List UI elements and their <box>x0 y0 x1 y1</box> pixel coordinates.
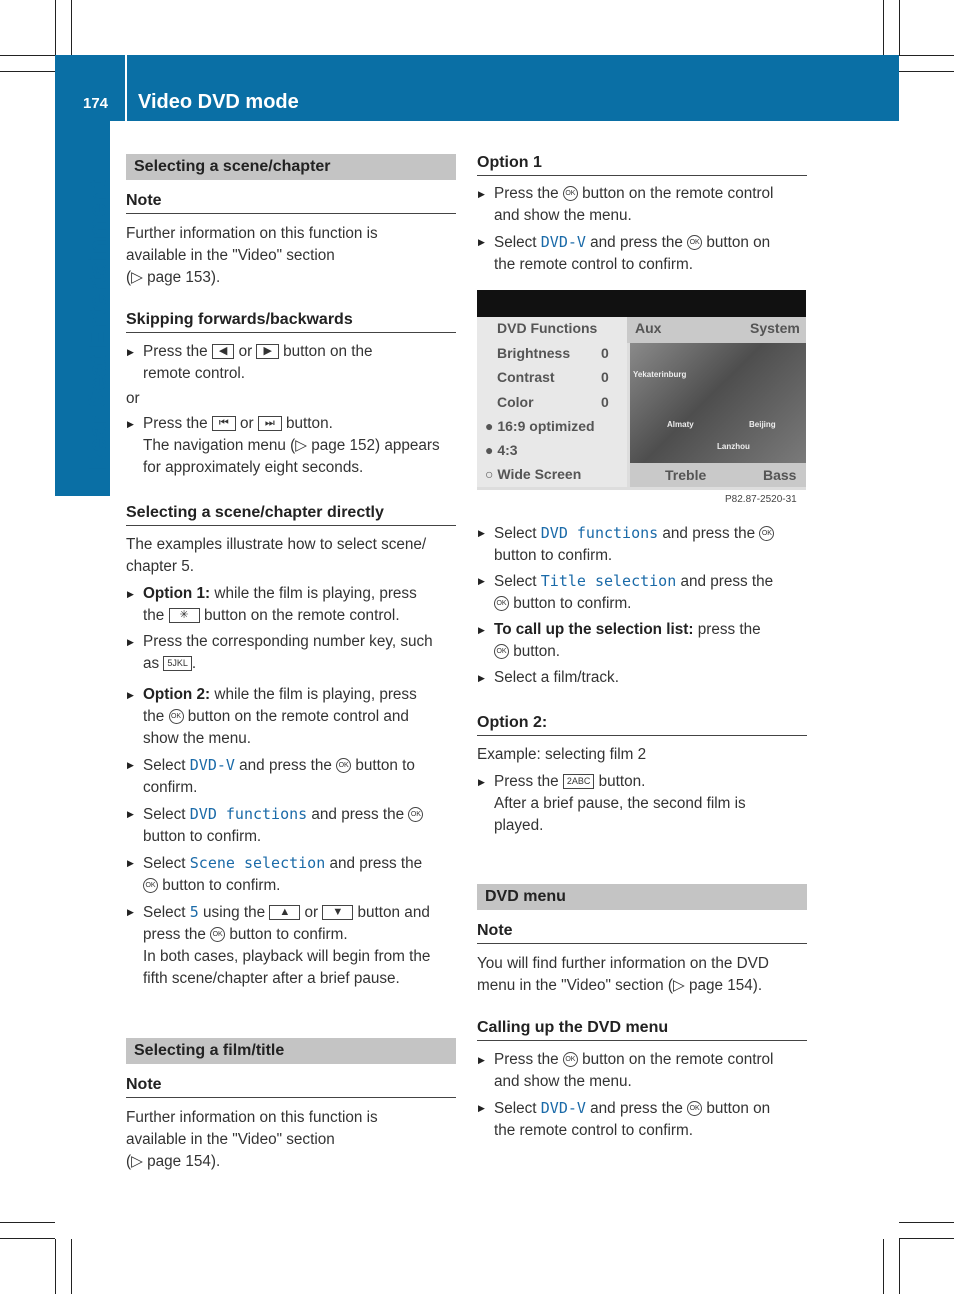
page-title: Video DVD mode <box>138 91 299 113</box>
list-item: ▶ Press the corresponding number key, such as 5JKL . <box>126 631 456 675</box>
subheading: Option 2: <box>477 714 807 736</box>
subheading: Note <box>126 1076 456 1098</box>
crop-mark <box>55 1239 56 1294</box>
crop-mark <box>899 1222 954 1223</box>
left-column <box>126 154 456 990</box>
screen-contrast-value: 0 <box>601 369 609 385</box>
list-item: ▶ Press the 2ABC button. After a brief pause, the second film is played. <box>477 771 807 837</box>
crop-mark <box>71 0 72 55</box>
crop-mark <box>899 1238 954 1239</box>
subheading: Calling up the DVD menu <box>477 1019 807 1041</box>
screen-map-label: Beijing <box>749 420 776 429</box>
screen-top-bar <box>477 290 806 317</box>
subheading: Selecting a scene/chapter directly <box>126 504 456 526</box>
body-text: available in the "Video" section <box>126 1131 335 1148</box>
screen-treble: Treble <box>665 467 707 483</box>
star-key-icon: ✳ <box>169 608 200 623</box>
ok-icon: OK <box>687 235 702 250</box>
body-text: Further information on this function is <box>126 225 378 242</box>
ok-icon: OK <box>408 807 423 822</box>
list-item: ▶ Press the ◀ or ▶ button on the remote control. <box>126 341 456 385</box>
ok-icon: OK <box>494 596 509 611</box>
screen-map-label: Lanzhou <box>717 442 750 451</box>
list-item: ▶ Select 5 using the ▲ or ▼ button and press the OK button to confirm. In both cases, playback will begin from the fifth scene/chapter after a brief pause. <box>126 901 456 990</box>
list-item: ▶ To call up the selection list: press the OK button. <box>477 619 807 663</box>
dvd-functions-screenshot <box>477 290 806 490</box>
screen-option-4-3: ● 4:3 <box>485 442 518 458</box>
body-text: (▷ page 153). <box>126 269 221 286</box>
list-item: ▶ Option 1: while the film is playing, press the ✳ button on the remote control. <box>126 583 456 627</box>
section-heading: Selecting a scene/chapter <box>126 154 456 180</box>
skip-back-key-icon: ⏮ <box>212 416 236 431</box>
screen-bass: Bass <box>763 467 797 483</box>
crop-mark <box>883 0 884 55</box>
right-column-mid <box>477 522 807 837</box>
forward-key-icon: ▶ <box>256 344 278 359</box>
ok-icon: OK <box>494 644 509 659</box>
body-text: chapter 5. <box>126 558 195 575</box>
figure-caption: P82.87-2520-31 <box>725 494 797 505</box>
ok-icon: OK <box>169 709 184 724</box>
down-key-icon: ▼ <box>322 905 353 920</box>
screen-map-label: Yekaterinburg <box>633 370 687 379</box>
screen-tab-aux: Aux <box>635 320 662 336</box>
screen-option-16-9: ● 16:9 optimized <box>485 418 595 434</box>
crop-mark <box>899 55 954 56</box>
header-divider <box>125 55 127 121</box>
crop-mark <box>0 1238 55 1239</box>
ok-icon: OK <box>143 878 158 893</box>
screen-option-wide: ○ Wide Screen <box>485 466 582 482</box>
ok-icon: OK <box>687 1101 702 1116</box>
crop-mark <box>883 1239 884 1294</box>
screen-color-value: 0 <box>601 394 609 410</box>
list-item: ▶ Select Scene selection and press the OK button to confirm. <box>126 852 456 897</box>
skip-forward-key-icon: ⏭ <box>258 416 282 431</box>
body-text: or <box>126 390 140 407</box>
list-item: ▶ Select DVD-V and press the OK button on the remote control to confirm. <box>477 231 807 276</box>
body-text: (▷ page 154). <box>126 1153 221 1170</box>
crop-mark <box>0 55 55 56</box>
crop-mark <box>899 1239 900 1294</box>
right-column <box>477 154 807 276</box>
list-item: ▶ Select a film/track. <box>477 667 807 689</box>
ok-icon: OK <box>563 1052 578 1067</box>
list-item: ▶ Select DVD functions and press the OK button to confirm. <box>477 522 807 567</box>
list-item: ▶ Press the OK button on the remote control and show the menu. <box>477 183 807 227</box>
subheading: Skipping forwards/backwards <box>126 311 456 333</box>
screen-menu-title: DVD Functions <box>497 320 598 336</box>
number-key-icon: 5JKL <box>163 656 192 671</box>
ok-icon: OK <box>759 526 774 541</box>
body-text: menu in the "Video" section (▷ page 154). <box>477 977 763 994</box>
crop-mark <box>0 1222 55 1223</box>
right-column-lower <box>477 884 807 1142</box>
back-key-icon: ◀ <box>212 344 234 359</box>
section-heading: DVD menu <box>477 884 807 910</box>
list-item: ▶ Press the ⏮ or ⏭ button. The navigation menu (▷ page 152) appears for approximately eight seconds. <box>126 413 456 479</box>
subheading: Note <box>477 922 807 944</box>
section-heading: Selecting a film/title <box>126 1038 456 1064</box>
ok-icon: OK <box>210 927 225 942</box>
screen-map-label: Almaty <box>667 420 694 429</box>
screen-brightness: Brightness <box>497 345 571 361</box>
crop-mark <box>55 0 56 55</box>
body-text: Further information on this function is <box>126 1109 378 1126</box>
left-column-lower <box>126 1038 456 1173</box>
up-key-icon: ▲ <box>269 905 300 920</box>
body-text: Example: selecting film 2 <box>477 746 647 763</box>
list-item: ▶ Select Title selection and press the OK button to confirm. <box>477 570 807 615</box>
ok-icon: OK <box>563 186 578 201</box>
body-text: You will find further information on the DVD <box>477 955 769 972</box>
screen-brightness-value: 0 <box>601 345 609 361</box>
crop-mark <box>899 0 900 55</box>
screen-color: Color <box>497 394 534 410</box>
list-item: ▶ Press the OK button on the remote control and show the menu. <box>477 1049 807 1093</box>
screen-tab-system: System <box>750 320 800 336</box>
subheading: Option 1 <box>477 154 807 176</box>
section-label: Rear Seat Entertainment <box>84 179 112 470</box>
list-item: ▶ Select DVD-V and press the OK button to confirm. <box>126 754 456 799</box>
number-key-icon: 2ABC <box>563 774 595 789</box>
list-item: ▶ Option 2: while the film is playing, press the OK button on the remote control and show the menu. <box>126 684 456 750</box>
body-text: The examples illustrate how to select scene/ <box>126 536 427 553</box>
ok-icon: OK <box>336 758 351 773</box>
list-item: ▶ Select DVD functions and press the OK button to confirm. <box>126 803 456 848</box>
list-item: ▶ Select DVD-V and press the OK button on the remote control to confirm. <box>477 1097 807 1142</box>
crop-mark <box>0 71 55 72</box>
crop-mark <box>899 71 954 72</box>
body-text: available in the "Video" section <box>126 247 335 264</box>
subheading: Note <box>126 192 456 214</box>
crop-mark <box>71 1239 72 1294</box>
page-number: 174 <box>83 95 109 112</box>
page-header <box>55 55 899 121</box>
screen-contrast: Contrast <box>497 369 555 385</box>
